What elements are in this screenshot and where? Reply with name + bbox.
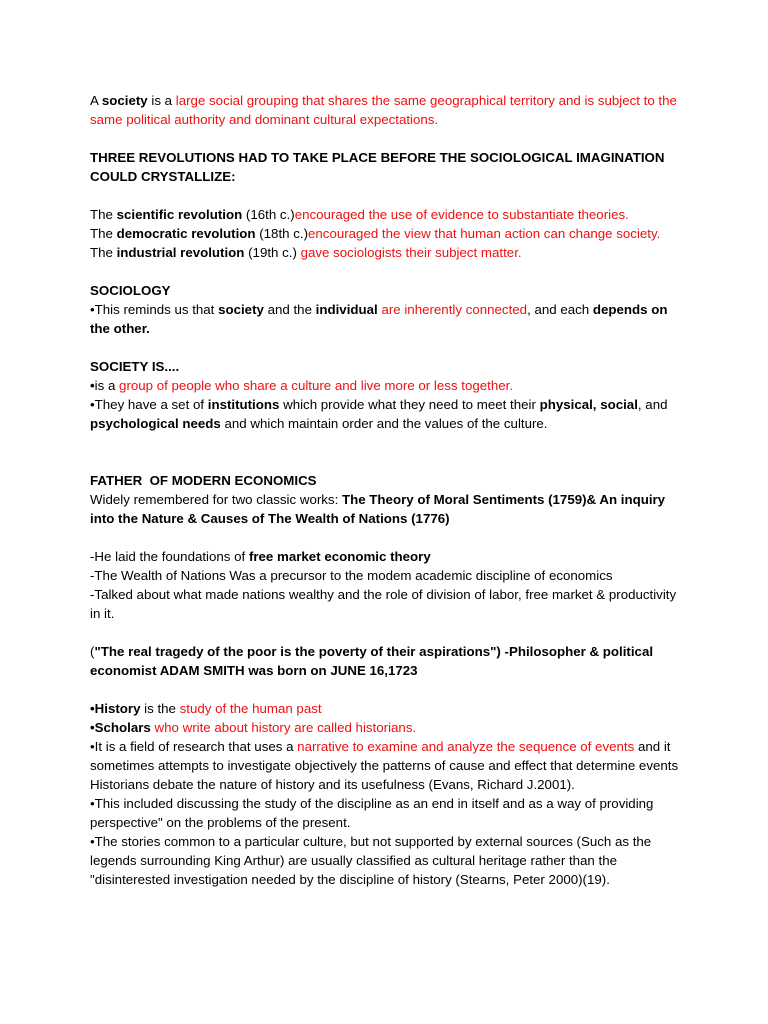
text-run: Widely remembered for two classic works: — [90, 492, 342, 507]
text-run: , and — [637, 397, 668, 412]
text-run: which provide what they need to meet their — [279, 397, 540, 412]
text-run: and the — [263, 302, 316, 317]
text-run: •This reminds us that — [90, 302, 219, 317]
democratic-revolution-line — [90, 224, 690, 243]
spacer — [90, 338, 690, 357]
highlight-text: narrative to examine and analyze the sequence of events — [297, 739, 635, 754]
text-run: (19th c.) — [244, 245, 301, 260]
heading-text: FATHER OF MODERN ECONOMICS — [90, 473, 317, 488]
society-is-bullet-2 — [90, 395, 690, 433]
sociology-heading — [90, 281, 690, 300]
scientific-revolution-line — [90, 205, 690, 224]
text-run: -He laid the foundations of — [90, 549, 249, 564]
highlight-text: group of people who share a culture and live more or less together. — [119, 378, 514, 393]
text-run: is a — [94, 378, 120, 393]
included-paragraph: •This included discussing the study of the discipline as an end in itself and as a way of providing perspective" on the problems of the present. — [90, 796, 654, 830]
term-individual: individual — [315, 302, 378, 317]
text-run: is a — [147, 93, 176, 108]
spacer — [90, 452, 690, 471]
spacer — [90, 433, 690, 452]
classic-works-line — [90, 490, 690, 528]
highlight-text: study of the human past — [179, 701, 322, 716]
text-run: ( — [90, 644, 95, 659]
term-democratic-revolution: democratic revolution — [116, 226, 256, 241]
classic-works-titles: The Theory of Moral Sentiments (1759)& An inquiry into the Nature & Causes of The Wealth of Nations (1776) — [90, 492, 666, 526]
highlight-text: encouraged the view that human action can change society. — [308, 226, 661, 241]
text-run: A — [90, 93, 102, 108]
heading-text: SOCIOLOGY — [90, 283, 171, 298]
emphasis-text: physical, social — [539, 397, 638, 412]
term-history: •History — [90, 701, 141, 716]
foundations-line — [90, 547, 690, 566]
history-line — [90, 699, 690, 718]
term-industrial-revolution: industrial revolution — [116, 245, 245, 260]
spacer — [90, 528, 690, 547]
adam-smith-quote — [90, 642, 690, 680]
highlight-text: gave sociologists their subject matter. — [300, 245, 522, 260]
spacer — [90, 262, 690, 281]
term-scholars: •Scholars — [90, 720, 151, 735]
text-run: (16th c.) — [242, 207, 295, 222]
document-page — [90, 91, 690, 889]
text-run: The — [90, 226, 117, 241]
highlight-text: are inherently connected — [381, 302, 528, 317]
highlight-text: encouraged the use of evidence to substantiate theories. — [294, 207, 629, 222]
industrial-revolution-line — [90, 243, 690, 262]
spacer — [90, 623, 690, 642]
term-society: society — [218, 302, 264, 317]
text-run: •They have a set of — [90, 397, 208, 412]
talked-line: -Talked about what made nations wealthy and the role of division of labor, free market & productivity in it. — [90, 587, 677, 621]
text-run: , and each — [527, 302, 593, 317]
term-scientific-revolution: scientific revolution — [116, 207, 243, 222]
society-definition-highlight: large social grouping that shares the same geographical territory and is subject to the same political authority and dominant cultural expectations. — [90, 93, 677, 127]
text-run: •It is a field of research that uses a — [90, 739, 298, 754]
society-is-bullet-1 — [90, 376, 690, 395]
highlight-text: who write about history are called historians. — [150, 720, 417, 735]
sociology-bullet — [90, 300, 690, 338]
term-institutions: institutions — [207, 397, 280, 412]
term-free-market-theory: free market economic theory — [248, 549, 431, 564]
society-is-heading — [90, 357, 690, 376]
heading-text: SOCIETY IS.... — [90, 359, 180, 374]
text-run: (18th c.) — [255, 226, 308, 241]
society-definition — [90, 91, 690, 129]
economics-heading — [90, 471, 690, 490]
bullet: • — [90, 378, 95, 393]
text-run: is the — [140, 701, 180, 716]
research-paragraph — [90, 737, 690, 794]
scholars-line — [90, 718, 690, 737]
text-run: The — [90, 207, 117, 222]
text-run: The — [90, 245, 117, 260]
spacer — [90, 680, 690, 699]
emphasis-text: psychological needs — [90, 416, 221, 431]
text-run: and which maintain order and the values of the culture. — [220, 416, 548, 431]
revolutions-heading — [90, 148, 690, 186]
text-run: and it sometimes attempts to investigate objectively the patterns of cause and effect that determine events Historians debate the nature of history and its usefulness (Evans, Richard J.2001). — [90, 739, 679, 792]
emphasis-text: depends on the other. — [90, 302, 668, 336]
quote-text: "The real tragedy of the poor is the poverty of their aspirations") -Philosopher & political economist ADAM SMITH was born on JUNE 16,1723 — [90, 644, 654, 678]
precursor-line: -The Wealth of Nations Was a precursor to the modem academic discipline of economics — [90, 568, 613, 583]
heading-text: THREE REVOLUTIONS HAD TO TAKE PLACE BEFORE THE SOCIOLOGICAL IMAGINATION COULD CRYSTALLIZE: — [90, 150, 665, 184]
stories-paragraph: •The stories common to a particular culture, but not supported by external sources (Such as the legends surrounding King Arthur) are usually classified as cultural heritage rather than the "disinterested investigation needed by the discipline of history (Stearns, Peter 2000)(19). — [90, 834, 652, 887]
term-society: society — [101, 93, 148, 108]
spacer — [90, 186, 690, 205]
spacer — [90, 129, 690, 148]
